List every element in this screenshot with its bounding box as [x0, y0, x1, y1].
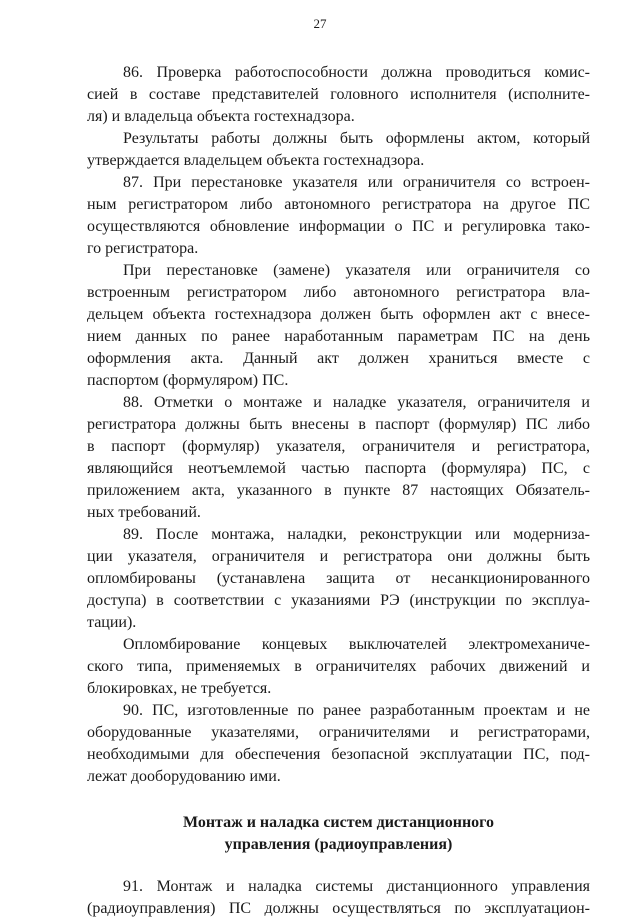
- paragraph-87-replacement: [87, 260, 590, 392]
- text-line: 88. Отметки о монтаже и наладке указателя, ограничителя и: [123, 394, 590, 411]
- paragraph-90: [87, 700, 590, 788]
- paragraph-86-results: [87, 128, 590, 172]
- text-line: 90. ПС, изготовленные по ранее разработанным проектам и не: [123, 702, 590, 719]
- text-line: 89. После монтажа, наладки, реконструкции или модерниза-: [123, 526, 590, 543]
- page-number: 27: [313, 16, 327, 31]
- text-line: необходимыми для обеспечения безопасной эксплуатации ПС, под-: [87, 746, 590, 763]
- paragraph-86: [87, 62, 590, 128]
- text-line: ского типа, применяемых в ограничителях рабочих движений и: [87, 658, 590, 675]
- text-line: опломбированы (устанавлена защита от несанкционированного: [87, 570, 590, 587]
- text-line: тации).: [87, 614, 137, 631]
- text-line: (радиоуправления) ПС должны осуществляться по эксплуатацион-: [87, 900, 590, 917]
- text-line: ции указателя, ограничителя и регистратора они должны быть: [87, 548, 590, 565]
- text-line: ным регистратором либо автономного регистратора на другое ПС: [87, 196, 590, 213]
- text-line: Результаты работы должны быть оформлены актом, который: [123, 130, 590, 147]
- text-line: паспортом (формуляром) ПС.: [87, 372, 289, 389]
- paragraph-88: [87, 392, 590, 524]
- text-line: При перестановке (замене) указателя или ограничителя со: [123, 262, 590, 279]
- text-line: осуществляются обновление информации о ПС и регулировка тако-: [87, 218, 590, 235]
- text-line: регистратора должны быть внесены в паспорт (формуляр) ПС либо: [87, 416, 590, 433]
- text-line: 87. При перестановке указателя или ограничителя со встроен-: [123, 174, 590, 191]
- section-heading: [87, 812, 590, 856]
- text-line: го регистратора.: [87, 240, 199, 257]
- text-line: дельцем объекта гостехнадзора должен быть оформлен акт с внесе-: [87, 306, 590, 323]
- text-line: ля) и владельца объекта гостехнадзора.: [87, 108, 355, 125]
- text-line: 86. Проверка работоспособности должна проводиться комис-: [123, 64, 590, 81]
- text-line: доступа) в соответствии с указаниями РЭ (инструкции по эксплуа-: [87, 592, 590, 609]
- text-line: оформления акта. Данный акт должен храниться вместе с: [87, 350, 590, 367]
- text-line: 91. Монтаж и наладка системы дистанционного управления: [123, 878, 590, 895]
- paragraph-89-sealing: [87, 634, 590, 700]
- text-line: приложением акта, указанного в пункте 87 настоящих Обязатель-: [87, 482, 590, 499]
- text-line: ных требований.: [87, 504, 201, 521]
- paragraph-87: [87, 172, 590, 260]
- text-line: оборудованные указателями, ограничителями и регистраторами,: [87, 724, 590, 741]
- heading-line: управления (радиоуправления): [224, 836, 453, 853]
- text-line: Опломбирование концевых выключателей электромеханиче-: [123, 636, 590, 653]
- document-body: [87, 62, 590, 920]
- paragraph-91: [87, 876, 590, 920]
- text-line: являющийся неотъемлемой частью паспорта (формуляра) ПС, с: [87, 460, 590, 477]
- text-line: сией в составе представителей головного исполнителя (исполните-: [87, 86, 590, 103]
- text-line: лежат дооборудованию ими.: [87, 768, 281, 785]
- paragraph-89: [87, 524, 590, 634]
- text-line: утверждается владельцем объекта гостехнадзора.: [87, 152, 425, 169]
- text-line: блокировках, не требуется.: [87, 680, 272, 697]
- text-line: встроенным регистратором либо автономного регистратора вла-: [87, 284, 590, 301]
- text-line: в паспорт (формуляр) указателя, ограничителя и регистратора,: [87, 438, 590, 455]
- text-line: нием данных по ранее наработанным параметрам ПС на день: [87, 328, 590, 345]
- heading-line: Монтаж и наладка систем дистанционного: [182, 814, 495, 831]
